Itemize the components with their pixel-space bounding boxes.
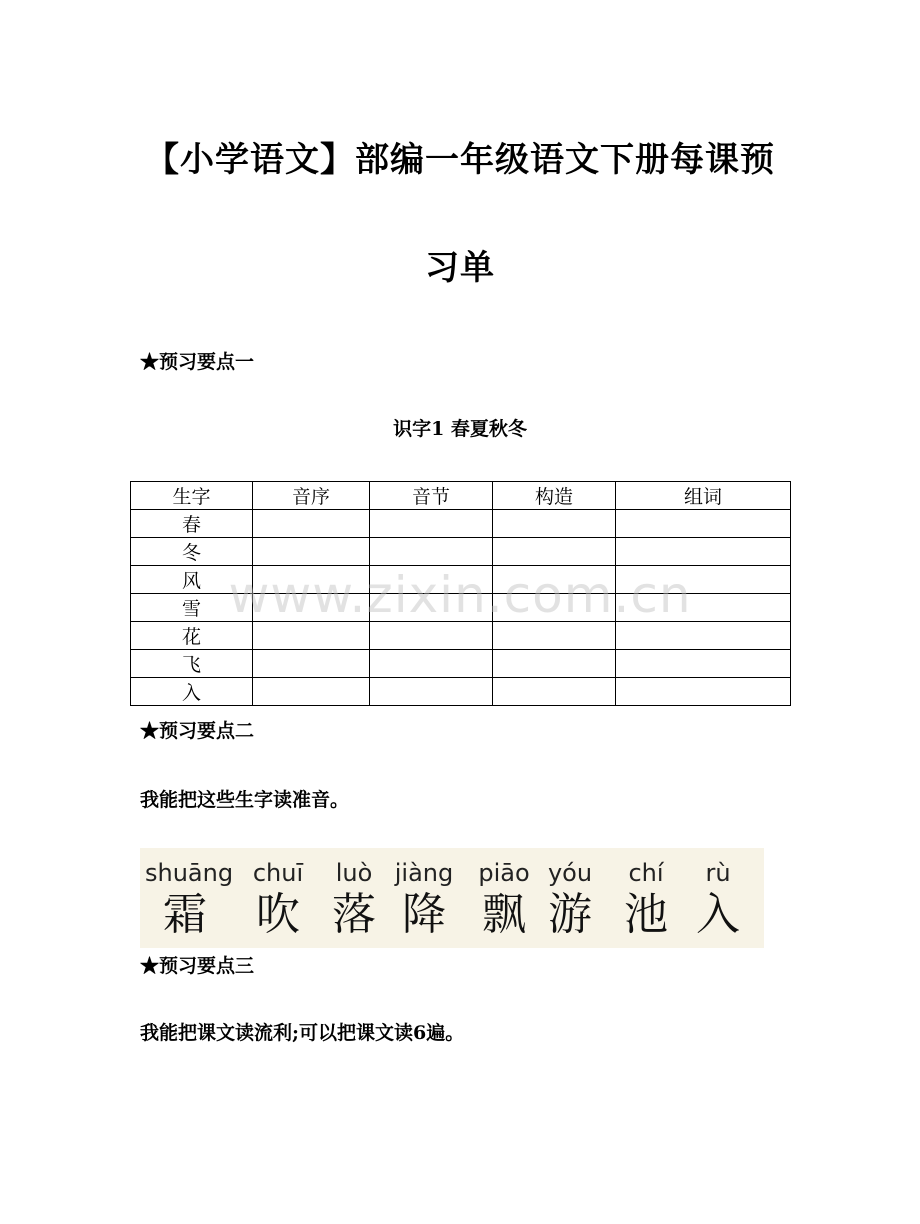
hanzi-text: 游	[548, 889, 592, 940]
blank-cell[interactable]	[616, 566, 791, 594]
character-table	[130, 481, 791, 706]
pinyin-card	[384, 856, 464, 940]
pinyin-text: chí	[628, 859, 664, 887]
pinyin-text: piāo	[478, 859, 530, 887]
hanzi-text: 吹	[256, 889, 300, 940]
blank-cell[interactable]	[370, 510, 493, 538]
pinyin-card	[606, 856, 686, 940]
lesson-title: 识字1 春夏秋冬	[393, 418, 527, 440]
character-cell: 雪	[131, 594, 253, 622]
character-cell: 冬	[131, 538, 253, 566]
blank-cell[interactable]	[616, 594, 791, 622]
table-row	[131, 650, 791, 678]
blank-cell[interactable]	[616, 650, 791, 678]
hanzi-text: 入	[696, 889, 740, 940]
character-cell: 飞	[131, 650, 253, 678]
header-structure: 构造	[493, 482, 616, 510]
header-word-building: 组词	[616, 482, 791, 510]
pinyin-text: yóu	[547, 859, 593, 887]
pinyin-card	[314, 856, 394, 940]
section-3-instruction: 我能把课文读流利;可以把课文读6遍。	[140, 1022, 465, 1044]
pinyin-text: rù	[705, 859, 731, 887]
hanzi-text: 降	[402, 889, 446, 940]
table-row	[131, 566, 791, 594]
page-title-line-1: 【小学语文】部编一年级语文下册每课预	[145, 140, 775, 180]
blank-cell[interactable]	[253, 678, 370, 706]
blank-cell[interactable]	[370, 650, 493, 678]
blank-cell[interactable]	[370, 594, 493, 622]
blank-cell[interactable]	[493, 678, 616, 706]
header-syllable: 音节	[370, 482, 493, 510]
blank-cell[interactable]	[493, 594, 616, 622]
page-title-line-2: 习单	[425, 248, 495, 288]
blank-cell[interactable]	[253, 566, 370, 594]
blank-cell[interactable]	[253, 594, 370, 622]
pinyin-card	[145, 856, 234, 940]
blank-cell[interactable]	[370, 566, 493, 594]
blank-cell[interactable]	[253, 510, 370, 538]
pinyin-text: luò	[335, 859, 373, 887]
pinyin-text: shuāng	[145, 859, 234, 887]
character-cell: 入	[131, 678, 253, 706]
blank-cell[interactable]	[370, 622, 493, 650]
header-character: 生字	[131, 482, 253, 510]
pinyin-card	[678, 856, 758, 940]
section-2-heading: ★预习要点二	[140, 720, 255, 742]
pinyin-text: jiàng	[394, 859, 454, 887]
blank-cell[interactable]	[616, 622, 791, 650]
pinyin-card	[530, 856, 610, 940]
character-cell: 花	[131, 622, 253, 650]
header-initial-letter: 音序	[253, 482, 370, 510]
hanzi-text: 飘	[482, 889, 526, 940]
blank-cell[interactable]	[493, 650, 616, 678]
character-cell: 春	[131, 510, 253, 538]
blank-cell[interactable]	[616, 538, 791, 566]
watermark: www.zixin.com.cn	[228, 566, 692, 624]
blank-cell[interactable]	[616, 510, 791, 538]
pinyin-card	[238, 856, 318, 940]
table-header-row	[131, 482, 791, 510]
blank-cell[interactable]	[493, 510, 616, 538]
blank-cell[interactable]	[253, 538, 370, 566]
blank-cell[interactable]	[493, 538, 616, 566]
hanzi-text: 霜	[163, 889, 207, 940]
blank-cell[interactable]	[253, 650, 370, 678]
pinyin-text: chuī	[252, 859, 304, 887]
section-3-heading: ★预习要点三	[140, 955, 255, 977]
character-cell: 风	[131, 566, 253, 594]
table-row	[131, 622, 791, 650]
table-row	[131, 678, 791, 706]
hanzi-text: 落	[332, 889, 376, 940]
pinyin-character-strip	[140, 848, 764, 948]
blank-cell[interactable]	[616, 678, 791, 706]
section-1-heading: ★预习要点一	[140, 351, 255, 373]
blank-cell[interactable]	[493, 622, 616, 650]
blank-cell[interactable]	[253, 622, 370, 650]
table-row	[131, 594, 791, 622]
table-row	[131, 538, 791, 566]
blank-cell[interactable]	[370, 538, 493, 566]
hanzi-text: 池	[624, 889, 668, 940]
blank-cell[interactable]	[370, 678, 493, 706]
section-2-instruction: 我能把这些生字读准音。	[140, 789, 350, 811]
table-row	[131, 510, 791, 538]
blank-cell[interactable]	[493, 566, 616, 594]
